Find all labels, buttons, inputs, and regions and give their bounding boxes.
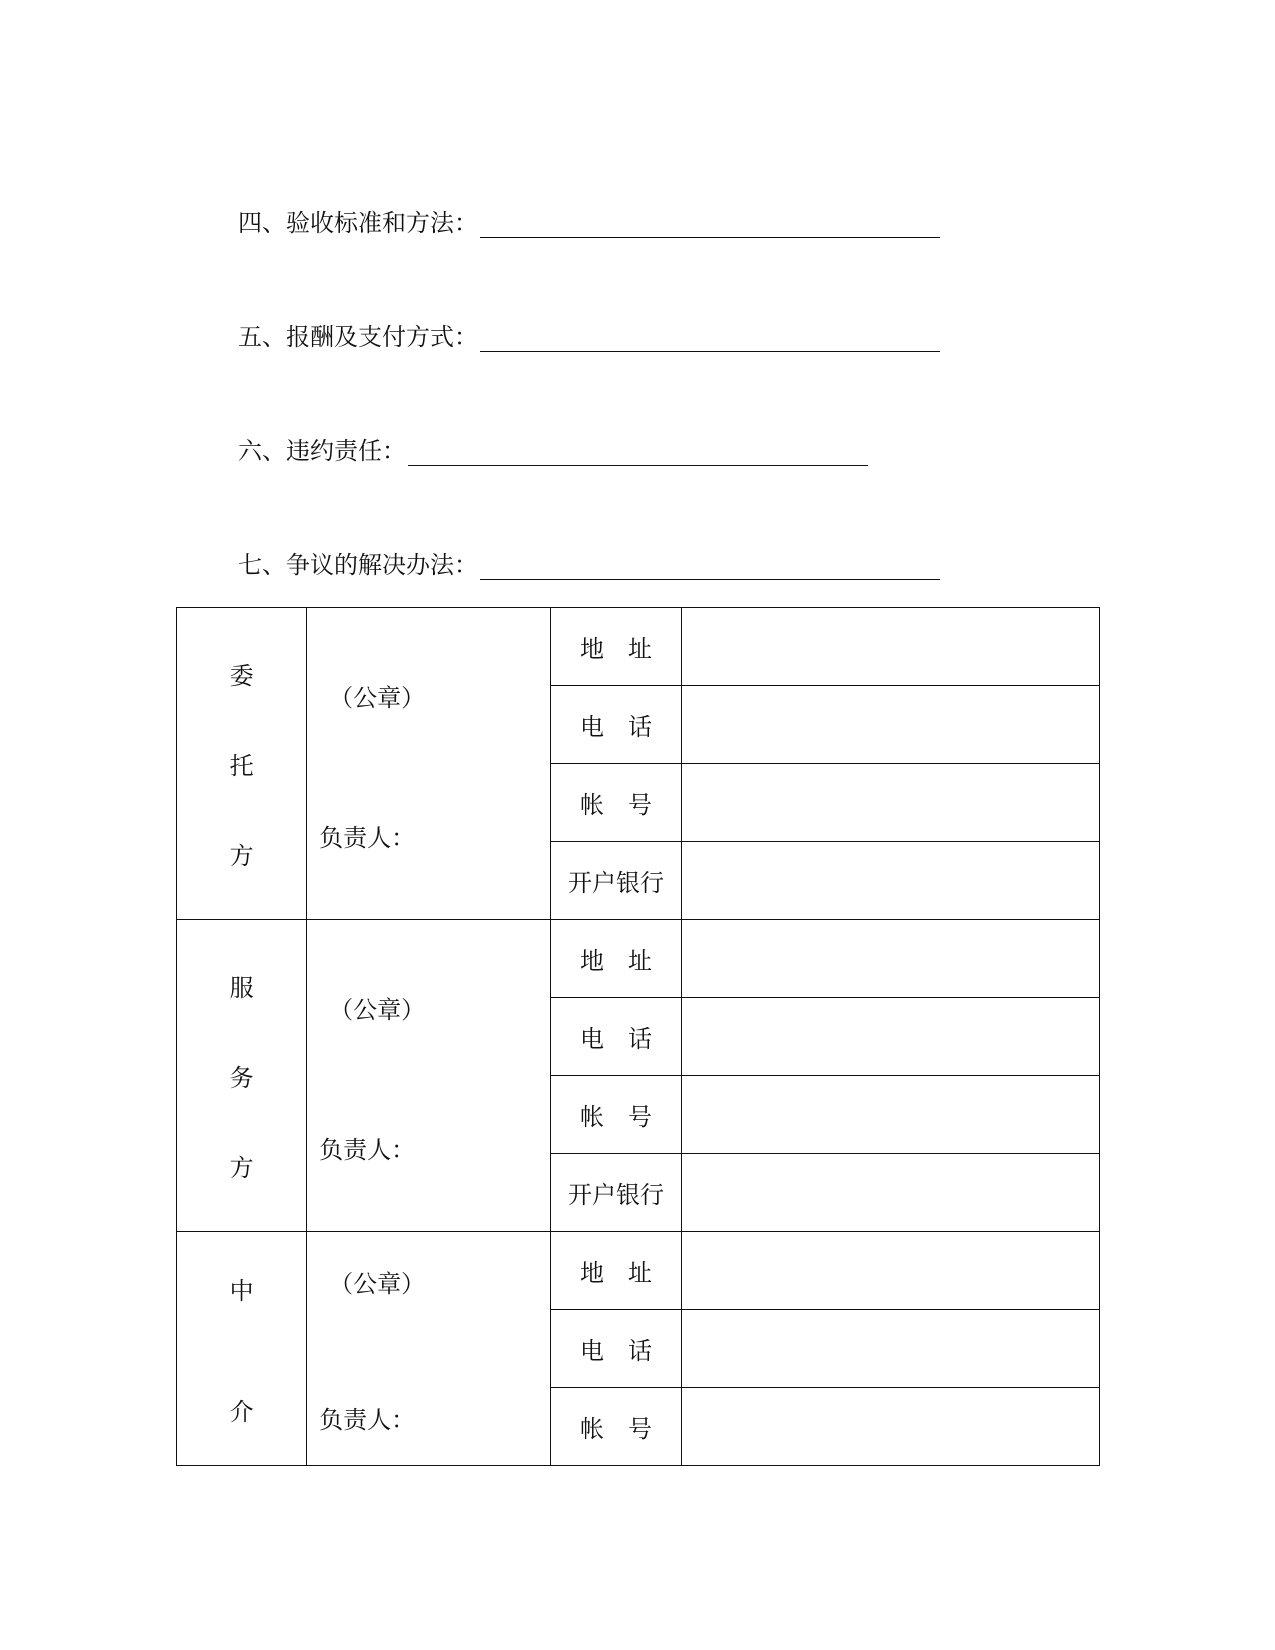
- seal-label: （公章）: [329, 1270, 426, 1298]
- field-label-address: 地 址: [551, 920, 681, 998]
- party-intermediary-seal-cell[interactable]: [307, 1232, 551, 1466]
- party-name-char: 介: [229, 1397, 254, 1426]
- clause-payment: [238, 322, 940, 352]
- clause-payment-blank[interactable]: [480, 329, 940, 352]
- party-name-char: 方: [229, 842, 254, 870]
- field-label-phone: 电 话: [551, 998, 681, 1076]
- field-value-phone[interactable]: [681, 686, 1099, 764]
- clause-liability-blank[interactable]: [408, 443, 868, 466]
- clause-acceptance-label: 四、验收标准和方法：: [238, 209, 478, 237]
- field-value-phone[interactable]: [681, 998, 1099, 1076]
- table-row: [177, 920, 1100, 998]
- table-row: [177, 1232, 1100, 1310]
- party-client-name: [177, 608, 307, 920]
- party-name-char: 方: [229, 1154, 254, 1182]
- field-value-bank[interactable]: [681, 1154, 1099, 1232]
- clause-acceptance: [238, 208, 940, 238]
- field-value-account[interactable]: [681, 764, 1099, 842]
- field-label-address: 地 址: [551, 1232, 681, 1310]
- clause-payment-label: 五、报酬及支付方式：: [238, 323, 478, 351]
- field-value-address[interactable]: [681, 1232, 1099, 1310]
- field-value-account[interactable]: [681, 1388, 1099, 1466]
- signer-label: 负责人：: [319, 1406, 416, 1434]
- party-service-name: [177, 920, 307, 1232]
- parties-table: [176, 607, 1100, 1466]
- field-label-phone: 电 话: [551, 686, 681, 764]
- party-name-char: 中: [229, 1276, 254, 1305]
- clause-liability: [238, 436, 868, 466]
- party-name-char: 委: [229, 662, 254, 690]
- clause-dispute: [238, 550, 940, 580]
- field-label-account: 帐 号: [551, 1076, 681, 1154]
- signer-label: 负责人：: [319, 1136, 416, 1164]
- field-label-account: 帐 号: [551, 1388, 681, 1466]
- party-name-char: 服: [229, 974, 254, 1002]
- field-label-account: 帐 号: [551, 764, 681, 842]
- field-value-address[interactable]: [681, 920, 1099, 998]
- party-client-seal-cell[interactable]: [307, 608, 551, 920]
- field-value-address[interactable]: [681, 608, 1099, 686]
- field-value-account[interactable]: [681, 1076, 1099, 1154]
- field-value-phone[interactable]: [681, 1310, 1099, 1388]
- party-name-char: 托: [229, 752, 254, 780]
- party-intermediary-name: [177, 1232, 307, 1466]
- field-label-bank: 开户银行: [551, 842, 681, 920]
- clause-dispute-label: 七、争议的解决办法：: [238, 551, 478, 579]
- party-service-seal-cell[interactable]: [307, 920, 551, 1232]
- seal-label: （公章）: [329, 684, 426, 712]
- clause-acceptance-blank[interactable]: [480, 215, 940, 238]
- seal-label: （公章）: [329, 996, 426, 1024]
- field-label-phone: 电 话: [551, 1310, 681, 1388]
- field-label-bank: 开户银行: [551, 1154, 681, 1232]
- clause-dispute-blank[interactable]: [480, 557, 940, 580]
- field-label-address: 地 址: [551, 608, 681, 686]
- party-name-char: 务: [229, 1064, 254, 1092]
- field-value-bank[interactable]: [681, 842, 1099, 920]
- clause-liability-label: 六、违约责任：: [238, 437, 406, 465]
- signer-label: 负责人：: [319, 824, 416, 852]
- table-row: [177, 608, 1100, 686]
